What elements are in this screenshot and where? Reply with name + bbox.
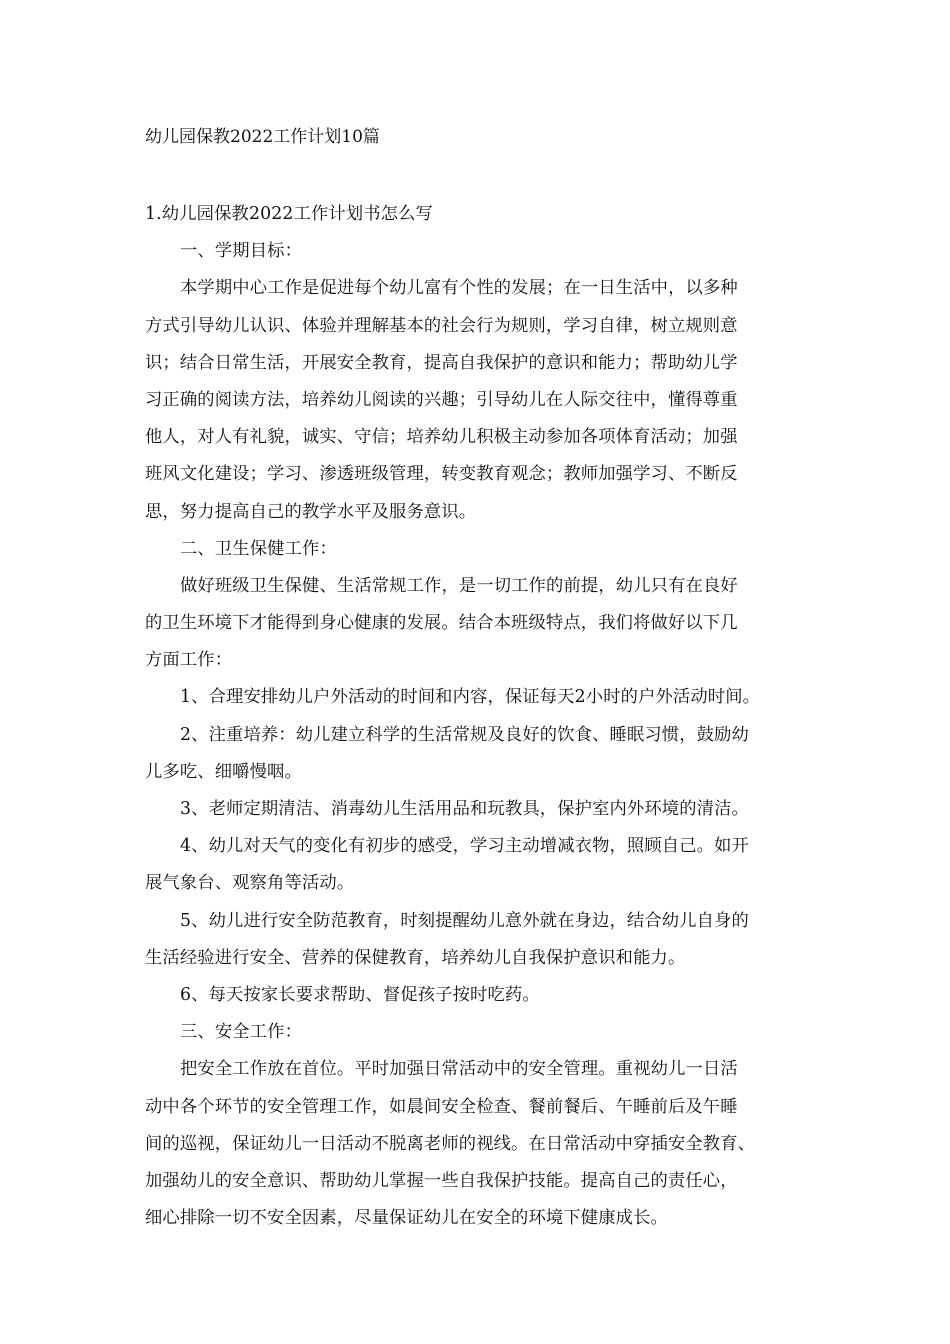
paragraph-line: 动中各个环节的安全管理工作，如晨间安全检查、餐前餐后、午睡前后及午睡 [145,1096,738,1117]
paragraph-line: 他人，对人有礼貌，诚实、守信；培养幼儿积极主动参加各项体育活动；加强 [145,427,738,448]
paragraph-line: 儿多吃、细嚼慢咽。 [145,761,302,782]
paragraph-line: 4、幼儿对天气的变化有初步的感受，学习主动增减衣物，照顾自己。如开 [180,836,749,857]
paragraph-line: 思，努力提高自己的教学水平及服务意识。 [145,501,477,522]
paragraph-line: 方面工作： [145,650,233,671]
paragraph-line: 6、每天按家长要求帮助、督促孩子按时吃药。 [180,984,540,1005]
paragraph-line: 方式引导幼儿认识、体验并理解基本的社会行为规则，学习自律，树立规则意 [145,315,738,336]
paragraph-line: 本学期中心工作是促进每个幼儿富有个性的发展；在一日生活中，以多种 [180,278,738,299]
paragraph-line: 细心排除一切不安全因素，尽量保证幼儿在安全的环境下健康成长。 [145,1208,668,1229]
document-body [145,196,817,1237]
paragraph-line: 三、安全工作： [180,1022,303,1043]
paragraph-line: 加强幼儿的安全意识、帮助幼儿掌握一些自我保护技能。提高自己的责任心， [145,1170,738,1191]
paragraph-line: 把安全工作放在首位。平时加强日常活动中的安全管理。重视幼儿一日活 [180,1059,738,1080]
paragraph-line: 展气象台、观察角等活动。 [145,873,355,894]
paragraph-line: 的卫生环境下才能得到身心健康的发展。结合本班级特点，我们将做好以下几 [145,613,738,634]
paragraph-line: 班风文化建设；学习、渗透班级管理，转变教育观念；教师加强学习、不断反 [145,464,738,485]
paragraph-line: 间的巡视，保证幼儿一日活动不脱离老师的视线。在日常活动中穿插安全教育、 [145,1133,756,1154]
paragraph-line: 2、注重培养：幼儿建立科学的生活常规及良好的饮食、睡眠习惯，鼓励幼 [180,724,749,745]
paragraph-line: 5、幼儿进行安全防范教育，时刻提醒幼儿意外就在身边，结合幼儿自身的 [180,910,749,931]
paragraph-line: 二、卫生保健工作： [180,538,337,559]
paragraph-line: 做好班级卫生保健、生活常规工作，是一切工作的前提，幼儿只有在良好 [180,575,738,596]
document-title: 幼儿园保教2022工作计划10篇 [145,127,380,147]
paragraph-line: 习正确的阅读方法，培养幼儿阅读的兴趣；引导幼儿在人际交往中，懂得尊重 [145,389,738,410]
paragraph-line: 一、学期目标： [180,241,303,262]
paragraph-line: 1.幼儿园保教2022工作计划书怎么写 [145,204,433,224]
paragraph-line: 生活经验进行安全、营养的保健教育，培养幼儿自我保护意识和能力。 [145,947,686,968]
paragraph-line: 1、合理安排幼儿户外活动的时间和内容，保证每天2小时的户外活动时间。 [180,687,761,708]
paragraph-line: 识；结合日常生活，开展安全教育，提高自我保护的意识和能力；帮助幼儿学 [145,352,738,373]
paragraph-line: 3、老师定期清洁、消毒幼儿生活用品和玩教具，保护室内外环境的清洁。 [180,799,749,819]
